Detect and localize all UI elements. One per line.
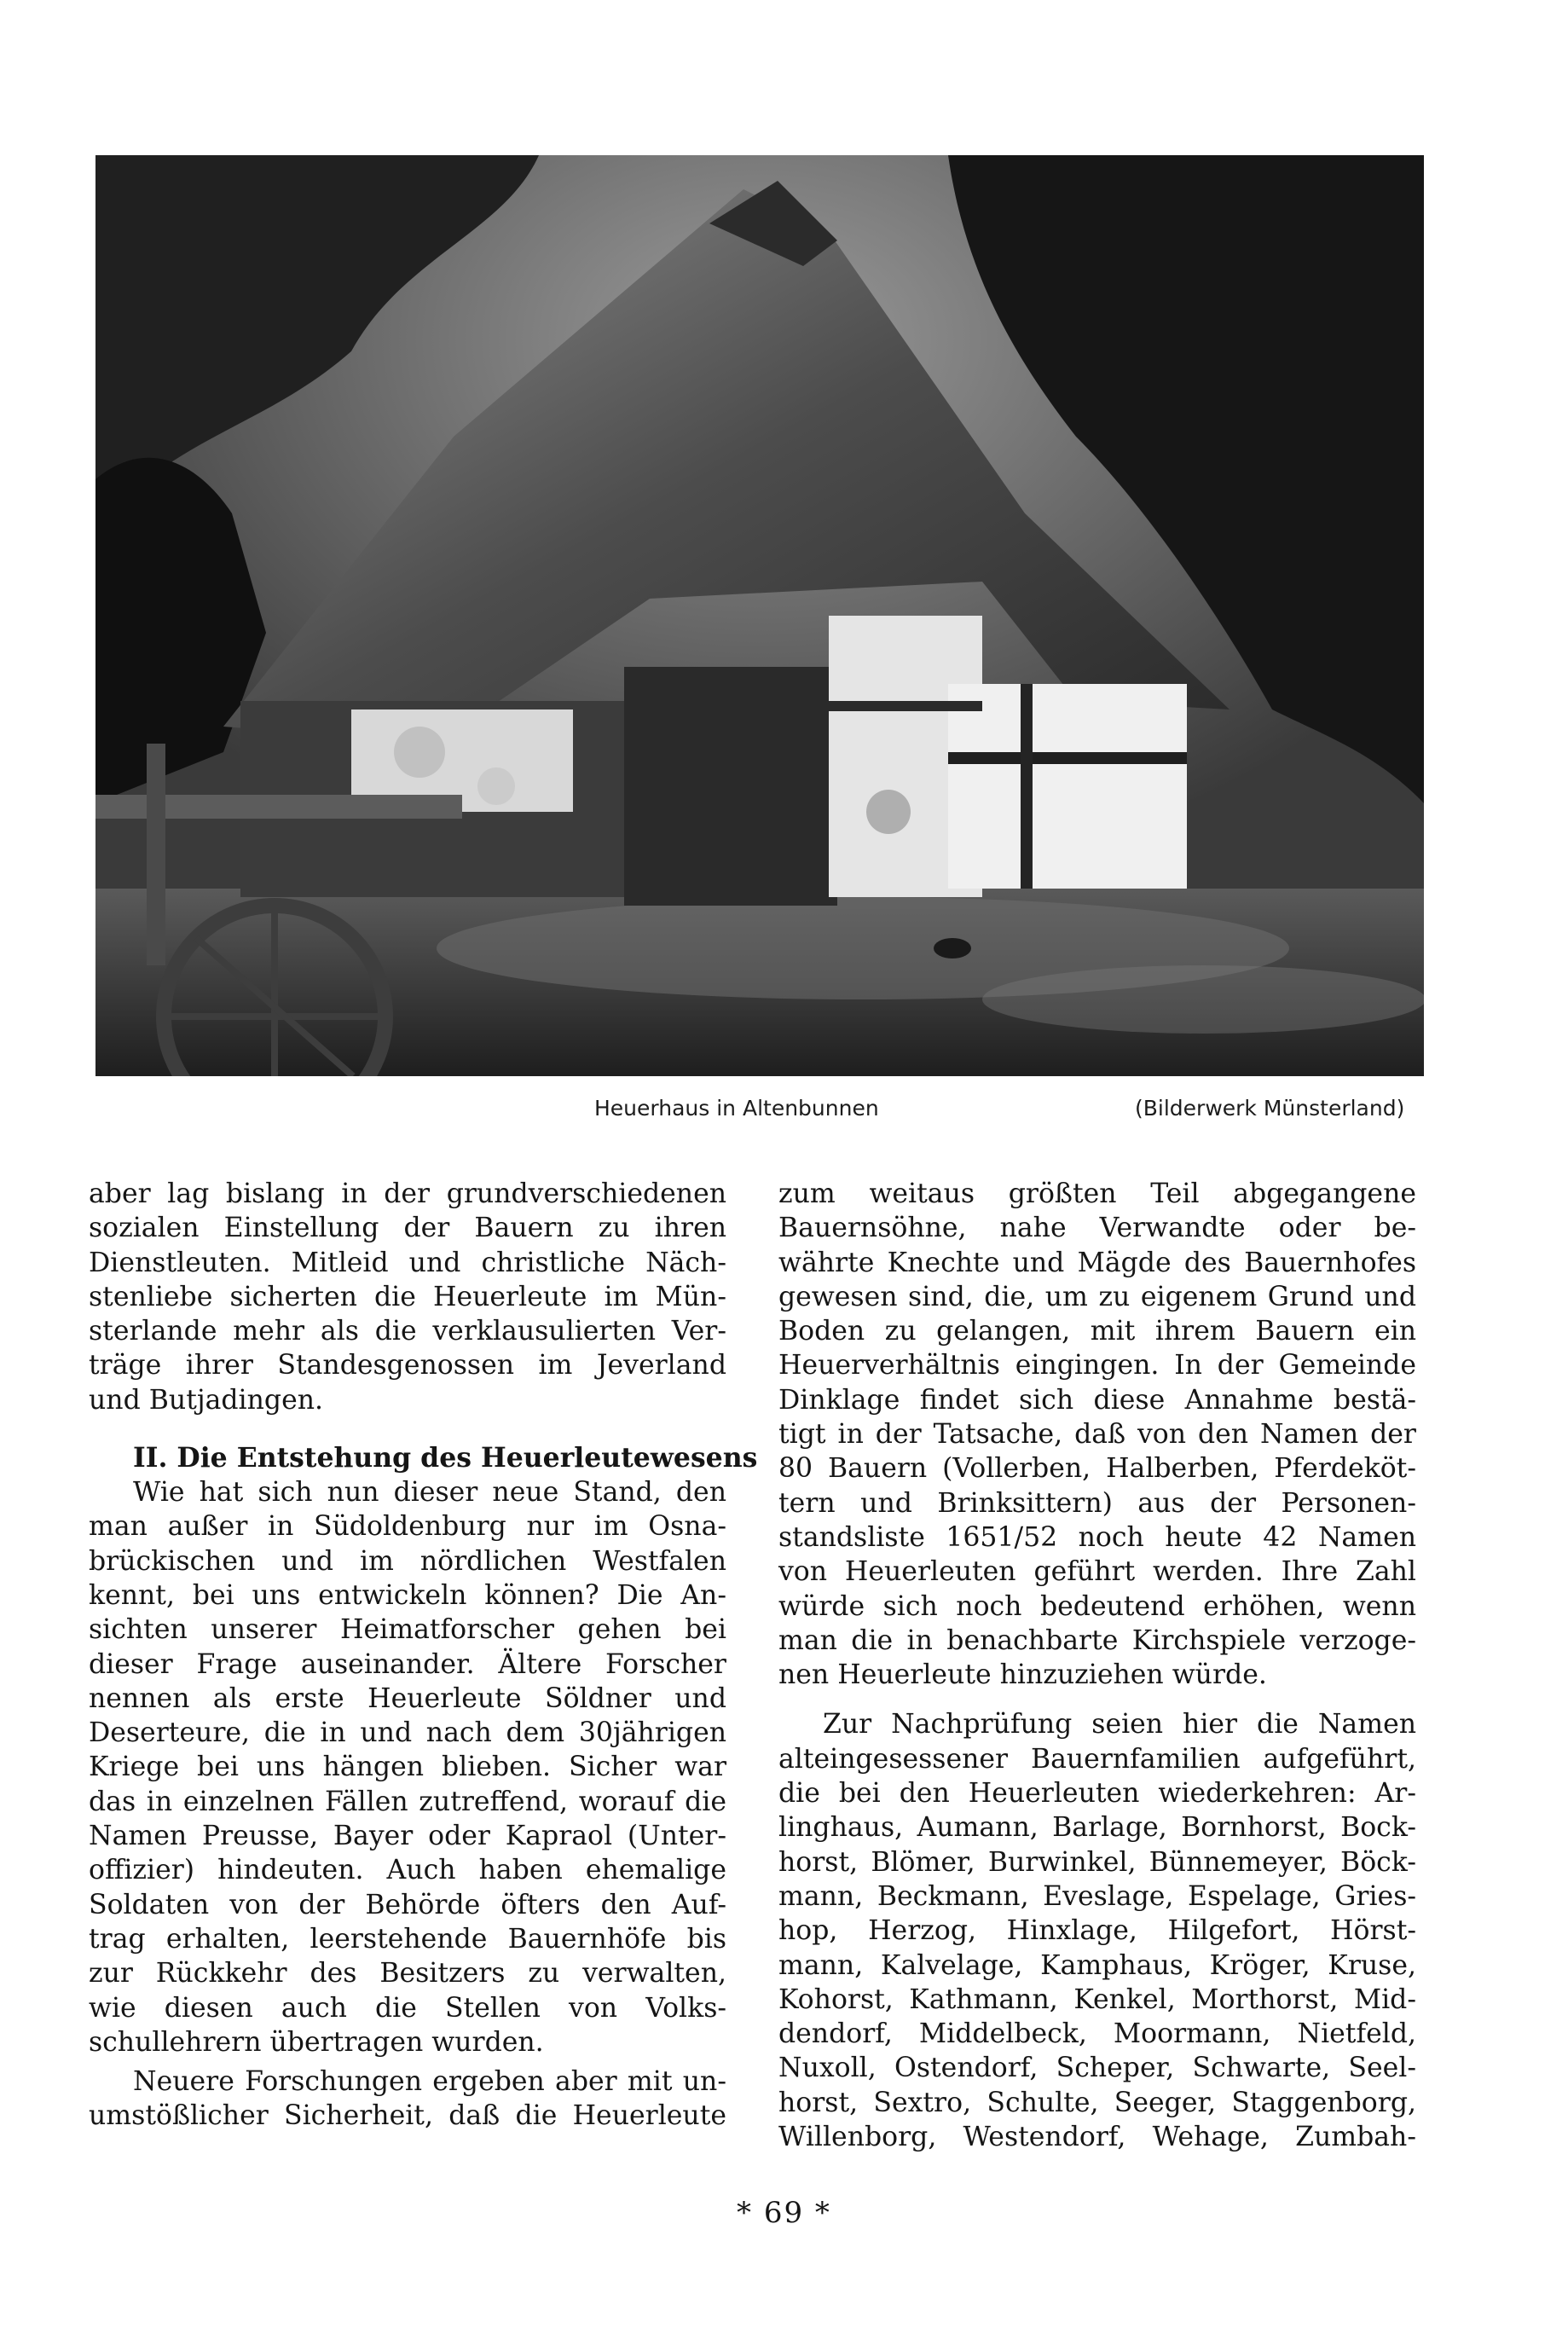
text-line: alteingesessener Bauernfamilien aufgeführt,: [778, 1743, 1416, 1775]
text-line: zum weitaus größten Teil abgegangene: [778, 1179, 1416, 1209]
text-line: schullehrern übertragen wurden.: [89, 2026, 544, 2058]
text-line: horst, Sextro, Schulte, Seeger, Staggenborg,: [778, 2087, 1416, 2118]
left-column: [89, 1177, 758, 2134]
text-line: sterlande mehr als die verklausulierten Ver-: [89, 1316, 726, 1347]
paragraph: [89, 1177, 726, 1417]
text-line: aber lag bislang in der grundverschiedenen: [89, 1179, 726, 1209]
text-line: man die in benachbarte Kirchspiele verzoge-: [778, 1625, 1416, 1656]
text-line: trag erhalten, leerstehende Bauernhöfe bis: [89, 1923, 726, 1955]
text-line: und Butjadingen.: [89, 1384, 324, 1416]
text-line: Zur Nachprüfung seien hier die Namen: [823, 1709, 1416, 1740]
page-number: * 69 *: [737, 2196, 831, 2230]
text-line: brückischen und im nördlichen Westfalen: [89, 1545, 726, 1577]
photo-caption: Heuerhaus in Altenbunnen: [594, 1096, 879, 1121]
text-line: zur Rückkehr des Besitzers zu verwalten,: [89, 1958, 726, 1989]
text-line: das in einzelnen Fällen zutreffend, worauf die: [89, 1786, 726, 1817]
text-line: offizier) hindeuten. Auch haben ehemalige: [89, 1855, 726, 1886]
photo-heuerhaus: [95, 155, 1424, 1076]
text-line: stenliebe sicherten die Heuerleute im Mün-: [89, 1281, 726, 1312]
text-line: Deserteure, die in und nach dem 30jährigen: [89, 1717, 726, 1749]
text-line: Dienstleuten. Mitleid und christliche Näch-: [89, 1247, 726, 1278]
paragraph: [89, 2065, 726, 2134]
text-line: währte Knechte und Mägde des Bauernhofes: [778, 1247, 1416, 1278]
section-heading: II. Die Entstehung des Heuerleutewesens: [133, 1442, 758, 1474]
text-line: nen Heuerleute hinzuziehen würde.: [778, 1659, 1267, 1691]
text-line: würde sich noch bedeutend erhöhen, wenn: [778, 1590, 1416, 1622]
text-line: mann, Beckmann, Eveslage, Espelage, Gries-: [778, 1880, 1416, 1912]
text-line: Bauernsöhne, nahe Verwandte oder be-: [778, 1213, 1416, 1244]
text-line: tigt in der Tatsache, daß von den Namen der: [778, 1419, 1416, 1451]
text-line: Boden zu gelangen, mit ihrem Bauern ein: [778, 1316, 1416, 1347]
text-line: Soldaten von der Behörde öfters den Auf-: [89, 1889, 726, 1920]
text-line: Kohorst, Kathmann, Kenkel, Morthorst, Mid-: [778, 1984, 1416, 2015]
text-line: dendorf, Middelbeck, Moormann, Nietfeld,: [778, 2018, 1416, 2050]
text-line: sozialen Einstellung der Bauern zu ihren: [89, 1213, 726, 1244]
text-line: hop, Herzog, Hinxlage, Hilgefort, Hörst-: [778, 1915, 1416, 1947]
thatched-farmhouse-photo: [95, 155, 1424, 1076]
text-line: dieser Frage auseinander. Ältere Forscher: [89, 1648, 726, 1680]
text-line: träge ihrer Standesgenossen im Jeverland: [89, 1350, 726, 1381]
paragraph: [778, 1177, 1416, 1692]
text-line: Neuere Forschungen ergeben aber mit un-: [133, 2066, 726, 2098]
text-line: die bei den Heuerleuten wiederkehren: Ar-: [778, 1778, 1416, 1810]
text-line: Wie hat sich nun dieser neue Stand, den: [133, 1477, 726, 1509]
text-line: wie diesen auch die Stellen von Volks-: [89, 1992, 726, 2024]
photo-credit: (Bilderwerk Münsterland): [1135, 1096, 1405, 1121]
text-line: Heuerverhältnis eingingen. In der Gemeinde: [778, 1350, 1416, 1381]
text-line: sichten unserer Heimatforscher gehen bei: [89, 1614, 726, 1646]
text-line: standsliste 1651/52 noch heute 42 Namen: [778, 1521, 1416, 1553]
text-line: man außer in Südoldenburg nur im Osna-: [89, 1511, 726, 1543]
text-line: nennen als erste Heuerleute Söldner und: [89, 1682, 726, 1714]
text-line: kennt, bei uns entwickeln können? Die An-: [89, 1579, 726, 1611]
text-line: tern und Brinksittern) aus der Personen-: [778, 1487, 1416, 1519]
text-line: horst, Blömer, Burwinkel, Bünnemeyer, Böck-: [778, 1846, 1416, 1878]
text-line: gewesen sind, die, um zu eigenem Grund und: [778, 1281, 1416, 1312]
text-line: Dinklage findet sich diese Annahme bestä-: [778, 1384, 1416, 1416]
text-line: Namen Preusse, Bayer oder Kapraol (Unter-: [89, 1821, 726, 1852]
text-line: umstößlicher Sicherheit, daß die Heuerleute: [89, 2100, 726, 2132]
paragraph: [778, 1707, 1416, 2154]
text-line: von Heuerleuten geführt werden. Ihre Zahl: [778, 1556, 1416, 1588]
text-line: Willenborg, Westendorf, Wehage, Zumbah-: [778, 2122, 1416, 2153]
text-line: 80 Bauern (Vollerben, Halberben, Pferdeköt-: [778, 1453, 1416, 1485]
right-column: [778, 1177, 1416, 2154]
text-line: mann, Kalvelage, Kamphaus, Kröger, Kruse,: [778, 1949, 1416, 1981]
paragraph: [89, 1475, 726, 2059]
text-line: Nuxoll, Ostendorf, Scheper, Schwarte, Seel-: [778, 2053, 1416, 2084]
text-line: Kriege bei uns hängen blieben. Sicher war: [89, 1752, 726, 1783]
text-line: linghaus, Aumann, Barlage, Bornhorst, Bock-: [778, 1812, 1416, 1844]
